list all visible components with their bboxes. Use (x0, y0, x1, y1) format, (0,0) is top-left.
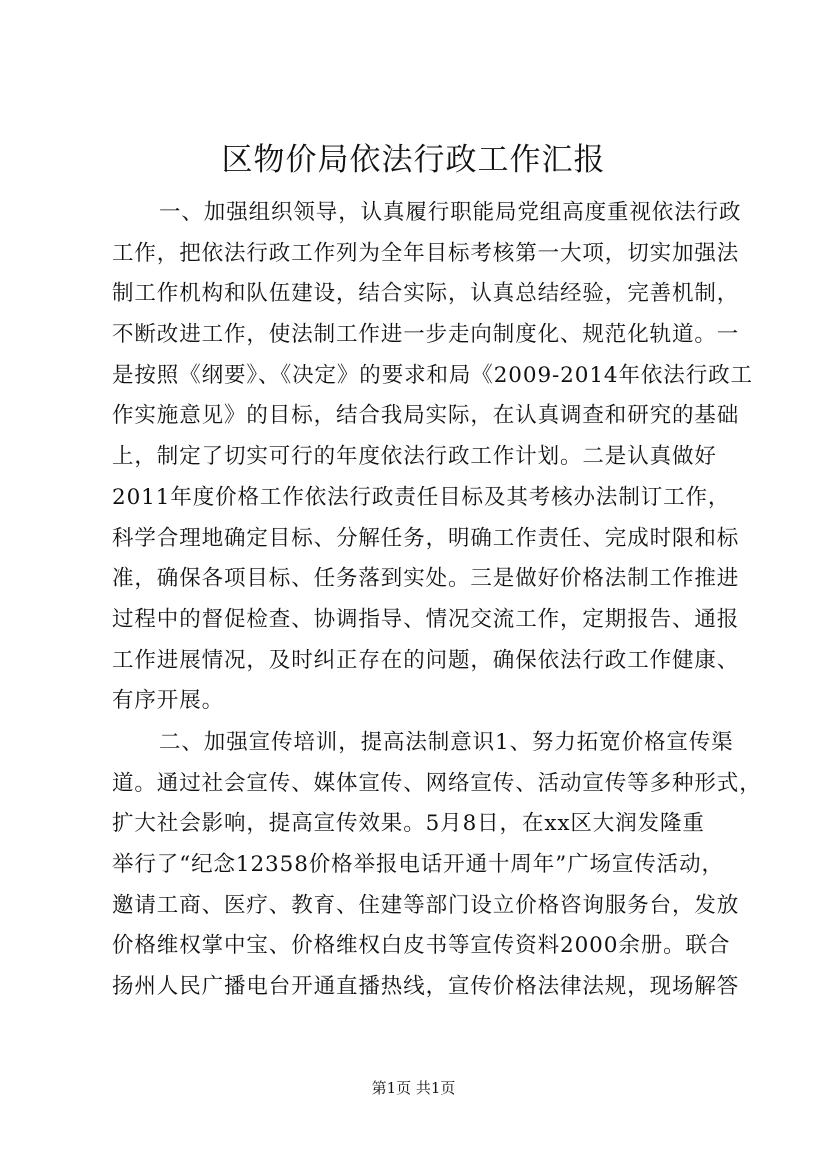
document-body (112, 193, 762, 1008)
body-line: 是按照《纲要》、《决定》的要求和局《2009-2014年依法行政工 (112, 362, 753, 388)
body-line: 二、加强宣传培训，提高法制意识1、努力拓宽价格宣传渠 (159, 729, 734, 755)
body-line: 工作进展情况，及时纠正存在的问题，确保依法行政工作健康、 (112, 647, 740, 673)
body-line: 制工作机构和队伍建设，结合实际，认真总结经验，完善机制， (112, 281, 740, 307)
document-title: 区物价局依法行政工作汇报 (221, 142, 606, 178)
body-line: 工作，把依法行政工作列为全年目标考核第一大项，切实加强法 (112, 240, 740, 266)
body-line: 过程中的督促检查、协调指导、情况交流工作，定期报告、通报 (112, 606, 740, 632)
body-line: 道。通过社会宣传、媒体宣传、网络宣传、活动宣传等多种形式， (112, 770, 762, 796)
body-line: 举行了“纪念12358价格举报电话开通十周年”广场宣传活动， (112, 852, 724, 877)
body-line: 邀请工商、医疗、教育、住建等部门设立价格咨询服务台，发放 (112, 892, 740, 918)
body-line: 2011年度价格工作依法行政责任目标及其考核办法制订工作， (112, 484, 731, 510)
body-line: 作实施意见》的目标，结合我局实际，在认真调查和研究的基础 (112, 403, 740, 429)
body-line: 价格维权掌中宝、价格维权白皮书等宣传资料2000余册。联合 (112, 933, 731, 959)
body-line: 准，确保各项目标、任务落到实处。三是做好价格法制工作推进 (112, 566, 740, 592)
body-line: 有序开展。 (112, 688, 225, 714)
body-line: 不断改进工作，使法制工作进一步走向制度化、规范化轨道。一 (112, 322, 740, 348)
page-footer: 第1页 共1页 (371, 1079, 456, 1097)
body-line: 一、加强组织领导，认真履行职能局党组高度重视依法行政 (159, 200, 742, 225)
body-line: 上，制定了切实可行的年度依法行政工作计划。二是认真做好 (112, 444, 717, 470)
body-line: 扩大社会影响，提高宣传效果。5月8日，在xx区大润发隆重 (112, 811, 705, 837)
body-line: 科学合理地确定目标、分解任务，明确工作责任、完成时限和标 (112, 525, 740, 551)
body-line: 扬州人民广播电台开通直播热线，宣传价格法律法规，现场解答 (112, 974, 740, 1000)
